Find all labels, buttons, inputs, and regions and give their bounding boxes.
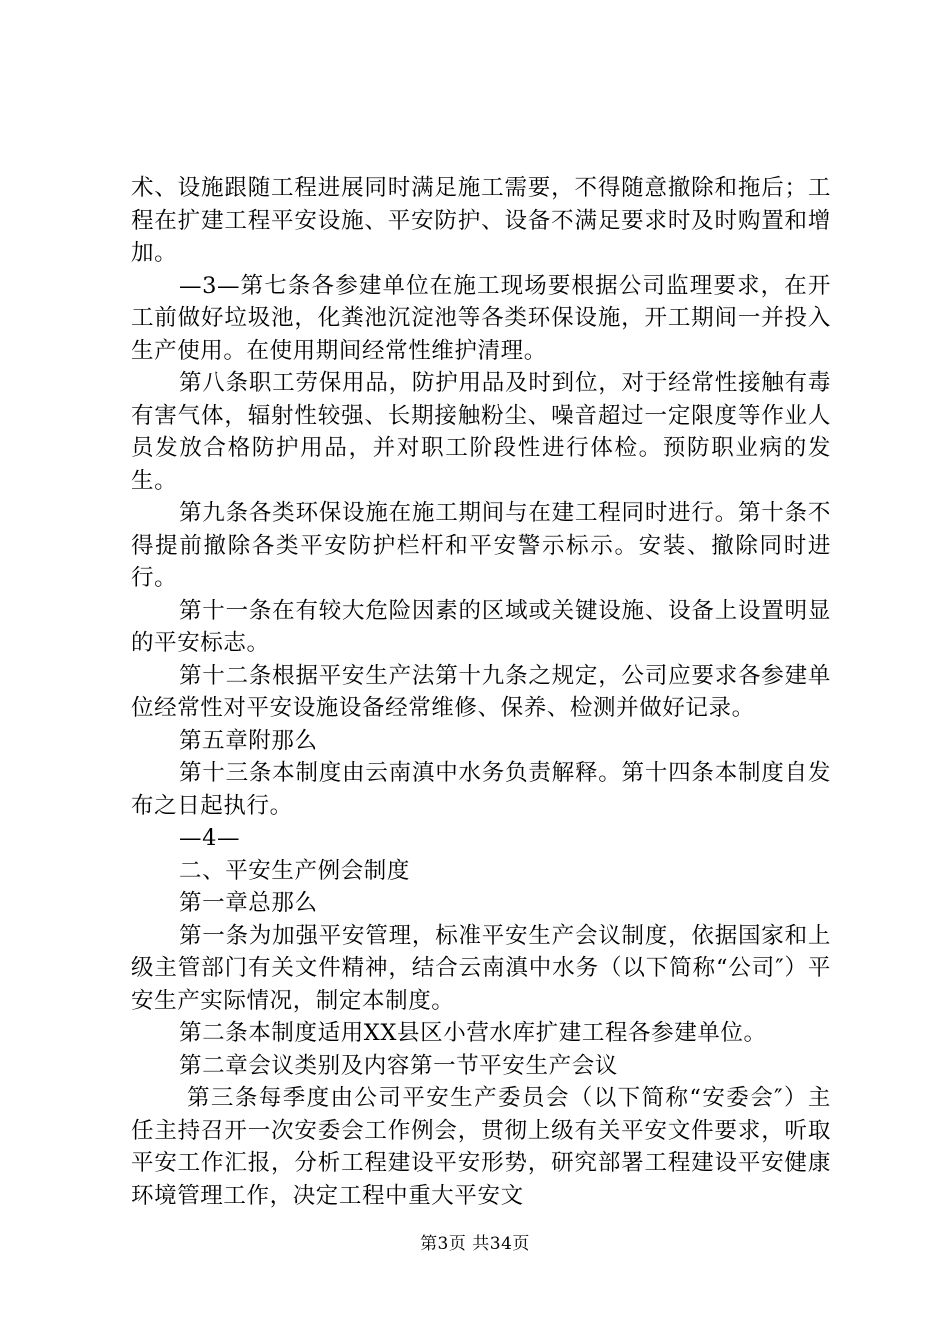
chapter-5-heading: 第五章附那么 [179, 727, 318, 754]
chapter-2-heading: 第二章会议类别及内容第一节平安生产会议 [179, 1052, 618, 1079]
paragraph-continuation: 术、设施跟随工程进展同时满足施工需要，不得随意撤除和拖后；工程在扩建工程平安设施、平安防护、设备不满足要求时及时购置和增加。 [131, 175, 831, 266]
paragraph-article-12: 第十二条根据平安生产法第十九条之规定，公司应要求各参建单位经常性对平安设施设备经常维修、保养、检测并做好记录。 [131, 662, 831, 721]
paragraph-article-9-10: 第九条各类环保设施在施工期间与在建工程同时进行。第十条不得提前撤除各类平安防护栏杆和平安警示标示。安装、撤除同时进行。 [131, 500, 831, 591]
section-heading: 二、平安生产例会制度 [179, 857, 411, 884]
paragraph-article-1: 第一条为加强平安管理，标准平安生产会议制度，依据国家和上级主管部门有关文件精神，结合云南滇中水务（以下简称“公司″）平安生产实际情况，制定本制度。 [131, 922, 831, 1014]
page-footer: 第3页 共34页 [420, 1234, 530, 1254]
paragraph-article-7: —3—第七条各参建单位在施工现场要根据公司监理要求，在开工前做好垃圾池，化粪池沉淀池等各类环保设施，开工期间一并投入生产使用。在使用期间经常性维护清理。 [131, 272, 831, 364]
paragraph-article-13-14: 第十三条本制度由云南滇中水务负责解释。第十四条本制度自发布之日起执行。 [131, 760, 831, 819]
paragraph-article-11: 第十一条在有较大危险因素的区域或关键设施、设备上设置明显的平安标志。 [131, 597, 831, 656]
paragraph-article-3: 第三条每季度由公司平安生产委员会（以下简称“安委会″）主任主持召开一次安委会工作例会，贯彻上级有关平安文件要求，听取平安工作汇报，分析工程建设平安形势，研究部署工程建设平安健康环境管理工作，决定工程中重大平安文 [131, 1085, 831, 1209]
chapter-1-heading: 第一章总那么 [179, 890, 318, 916]
document-body [131, 172, 831, 1212]
page-marker: —4— [179, 825, 241, 851]
paragraph-article-8: 第八条职工劳保用品，防护用品及时到位，对于经常性接触有毒有害气体，辐射性较强、长期接触粉尘、噪音超过一定限度等作业人员发放合格防护用品，并对职工阶段性进行体检。预防职业病的发生。 [131, 370, 831, 494]
paragraph-article-2: 第二条本制度适用XX县区小营水库扩建工程各参建单位。 [179, 1020, 767, 1046]
